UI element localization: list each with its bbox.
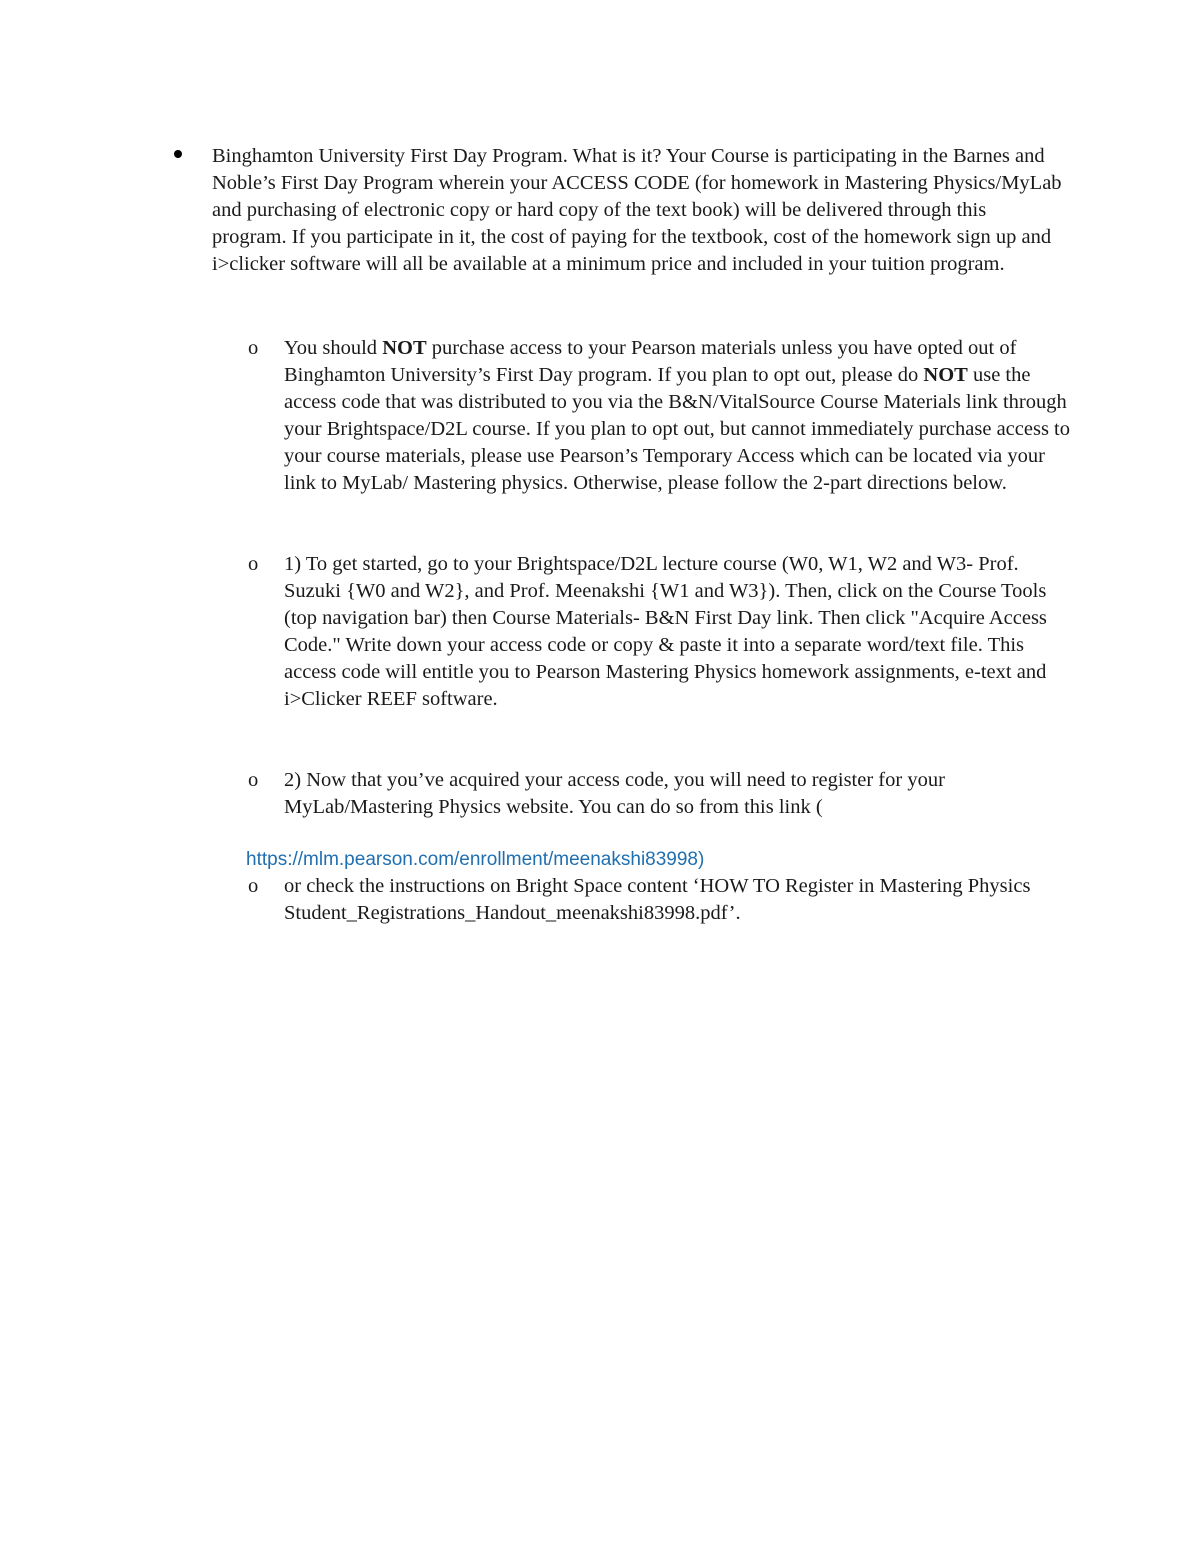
opt-out-text-3: use the access code that was distributed to you via the B&N/VitalSource Course Materials link through your Brightspace/D2L course. If you plan to opt out, but cannot immediately purchase access to your course materials, please use Pearson’s Temporary Access which can be located via your link to MyLab/ Mastering physics. Otherwise, please follow the 2-part directions below. (284, 364, 1070, 494)
opt-out-bold-1: NOT (382, 337, 427, 359)
opt-out-bold-2: NOT (923, 364, 968, 386)
bullet-dot-icon (174, 150, 182, 158)
sub-bullet-marker: o (248, 769, 259, 791)
instructions-paragraph: or check the instructions on Bright Space content ‘HOW TO Register in Mastering Physics Student_Registrations_Handout_meenakshi83998.pdf’. (284, 875, 1031, 924)
sub-bullet-marker: o (248, 553, 259, 575)
pearson-enrollment-link[interactable]: https://mlm.pearson.com/enrollment/meenakshi83998) (246, 849, 705, 870)
step-two-paragraph: 2) Now that you’ve acquired your access code, you will need to register for your MyLab/Mastering Physics website. You can do so from this link ( (284, 769, 945, 818)
first-day-program-paragraph: Binghamton University First Day Program. What is it? Your Course is participating in the Barnes and Noble’s First Day Program wherein your ACCESS CODE (for homework in Mastering Physics/MyLab and purchasing of electronic copy or hard copy of the text book) will be delivered through this program. If you participate in it, the cost of paying for the textbook, cost of the homework sign up and i>clicker software will all be available at a minimum price and included in your tuition program. (212, 145, 1062, 275)
opt-out-text-2: purchase access to your Pearson materials unless you have opted out of Binghamton University’s First Day program. If you plan to opt out, please do (284, 337, 1017, 386)
sub-bullet-marker: o (248, 337, 259, 359)
opt-out-paragraph (284, 335, 1074, 497)
step-one-paragraph: 1) To get started, go to your Brightspace/D2L lecture course (W0, W1, W2 and W3- Prof. Suzuki {W0 and W2}, and Prof. Meenakshi {W1 and W3}). Then, click on the Course Tools (top navigation bar) then Course Materials- B&N First Day link. Then click "Acquire Access Code." Write down your access code or copy & paste it into a separate word/text file. This access code will entitle you to Pearson Mastering Physics homework assignments, e-text and i>Clicker REEF software. (284, 553, 1047, 710)
opt-out-text-1: You should (284, 337, 383, 359)
sub-bullet-marker: o (248, 875, 259, 897)
